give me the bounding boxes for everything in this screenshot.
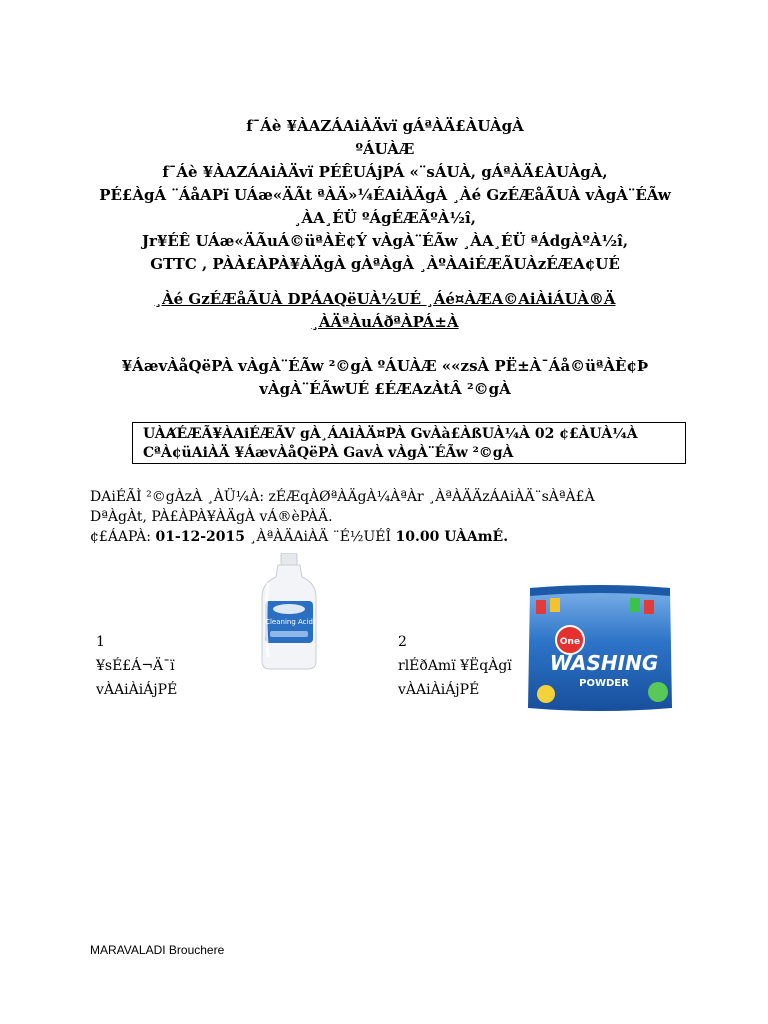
time-label: ¸ÀªÀÄAiÀÄ ¨É½UÉÎ: [249, 529, 392, 545]
header-line: GTTC , PÀÀ£ÀPÀ¥ÀÄgÀ gÀªÀgÀ ¸ÀºÀAiÉÆÃUÀzÉÆA¢UÉ: [150, 255, 620, 273]
product-name: rlÉðAmï ¥ËqÀgï: [398, 658, 512, 674]
date-label: ¢£ÁAPÀ:: [90, 529, 151, 545]
product-number: 1: [96, 634, 105, 650]
boxed-notice-line: UÀȺÉÆÃ¥ÀAiÉÆÃV gÀ¸ÁAiÀÄ¤PÀ GvÀà£ÀßUÀ¼À 02 ¢£ÀUÀ¼À: [143, 426, 638, 442]
date-time-line: [90, 527, 690, 547]
product-number: 2: [398, 634, 407, 650]
section-title-line: vÀgÀ¨ÉÃwUÉ £ÉÆAzÀtÂ ²©gÀ: [259, 380, 511, 398]
product-type: vÀAiÀiÁjPÉ: [398, 682, 480, 698]
section-title: [60, 355, 710, 401]
footer-text: MARAVALADI Brouchere: [90, 943, 225, 957]
header-line: f¯Áè ¥ÀAZÁAiÀÄvï gÁªÀÄ£ÀUÀgÀ: [246, 117, 524, 135]
date-value: 01-12-2015: [155, 529, 246, 545]
product-name: ¥sÉ£Á¬Ä¯ï: [96, 658, 175, 674]
boxed-notice-line: CªÀ¢üAiÀÄ ¥ÁævÀåQëPÀ GavÀ vÀgÀ¨ÉÃw ²©gÀ: [143, 445, 514, 461]
packet-title-text: WASHING: [549, 651, 659, 675]
phenyl-bottle-icon: [254, 553, 324, 671]
header-block: [60, 115, 710, 276]
detergent-packet-icon: [526, 582, 674, 714]
packet-subtitle-text: POWDER: [579, 678, 629, 689]
subheading-line: ¸Àé GzÉÆåÃUÀ DPÁAQëUÀ½UÉ ¸Áé¤ÀÆA©AiÀiÁUÀ®Ä: [154, 290, 616, 308]
venue-line: DAiÉÃÌ ²©gÀzÀ ¸ÀÜ¼À: zÉÆqÀØªÀÄgÀ¼ÀªÀr ¸ÀªÀÄÄzÁAiÀÄ¨sÀªÀ£À: [90, 489, 595, 505]
section-title-line: ¥ÁævÀåQëPÀ vÀgÀ¨ÉÃw ²©gÀ ºÁUÀÆ ««zsÀ PË±À¯Áå©üªÀÈ¢Þ: [121, 357, 649, 375]
header-line: f¯Áè ¥ÀAZÁAiÀÄvï PÉÊUÁjPÁ «¨sÁUÀ, gÁªÀÄ£ÀUÀgÀ,: [162, 163, 608, 181]
header-line: Jr¥ÉÊ UÁæ«ÄÃuÁ©üªÀÈ¢Ý vÀgÀ¨ÉÃw ¸ÀA¸ÉÜ ªÁdgÀºÀ½î,: [141, 232, 629, 250]
header-line: ºÁUÀÆ: [355, 140, 415, 158]
subheading-line: ¸ÀÄªÀuÁðªÀPÁ±À: [311, 313, 459, 331]
header-line: PÉ£ÀgÁ ¨ÁåAPï UÁæ«ÄÃt ªÀÄ»¼ÉAiÀÄgÀ ¸Àé GzÉÆåÃUÀ vÀgÀ¨ÉÃw: [99, 186, 671, 204]
subheading: [60, 288, 710, 334]
header-line: ¸ÀA¸ÉÜ ºÁgÉÆÃºÀ½î,: [294, 209, 476, 227]
time-value: 10.00 UÀAmÉ.: [395, 529, 509, 545]
boxed-notice: [132, 422, 686, 464]
event-details: [90, 487, 690, 547]
product-type: vÀAiÀiÁjPÉ: [96, 682, 178, 698]
product-number-and-name: [398, 630, 512, 654]
bottle-label-text: Cleaning Acid: [265, 618, 313, 626]
product-1-label: [96, 630, 177, 702]
packet-brand-text: One: [559, 637, 581, 647]
venue-line-2: DªÀgÀt, PÀ£ÀPÀ¥ÀÄgÀ vÁ®èPÀÄ.: [90, 509, 333, 525]
product-2-label: [398, 630, 512, 702]
